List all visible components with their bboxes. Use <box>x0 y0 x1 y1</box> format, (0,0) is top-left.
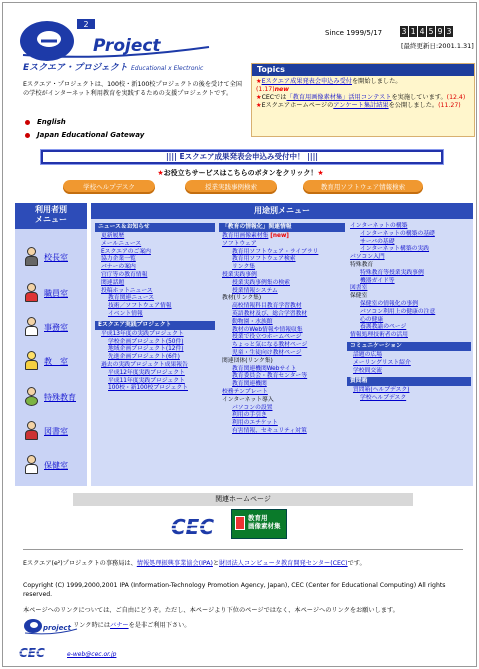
menu-item <box>219 295 345 303</box>
intro-text: Eスクエア・プロジェクトは、100校・新100校プロジェクトの後を受けて全国の学校がインターネット利用教育を実践するための支援プロジェクトです。 <box>23 81 242 97</box>
last-updated: [最終更新日:2001.1.31] <box>401 42 474 50</box>
info-section-title: 「教育の情報化」関連情報 <box>219 223 345 232</box>
user-item-office[interactable]: 事務室 <box>23 317 87 337</box>
menu-item <box>219 280 345 288</box>
menu-link[interactable]: 授業実践事例 <box>222 271 257 278</box>
practice-section-title: Eスクエア実践プロジェクト <box>95 321 215 330</box>
menu-item <box>347 309 471 317</box>
lesson-search-button[interactable]: 授業実践事例検索 <box>185 180 277 194</box>
menu-link[interactable]: イベント情報 <box>108 310 143 317</box>
new-badge: new <box>274 86 289 93</box>
menu-link[interactable]: 有害情報、セキュリティ対策 <box>232 427 307 434</box>
menu-link[interactable]: 技術／ソフトウェア情報 <box>108 303 172 310</box>
japan-educational-gateway-link[interactable]: Japan Educational Gateway <box>37 131 145 139</box>
software-search-button[interactable]: 教育用ソフトウェア情報検索 <box>303 180 423 194</box>
menu-link[interactable]: 教育関連機関 <box>232 381 267 388</box>
menu-link[interactable]: 授業情報システム <box>232 287 278 294</box>
menu-link[interactable]: 児童・生徒向け教材ページ <box>232 349 302 356</box>
menu-item <box>219 381 345 389</box>
menu-link[interactable]: パソコンの設置 <box>232 404 273 411</box>
menu-item <box>219 264 345 272</box>
banner-note: リンク時にはバナーを是非ご利用下さい。 <box>73 622 191 629</box>
menu-link[interactable]: 教育用ソフトウェア・ライブラリ <box>232 248 319 255</box>
qa-section-title: 質問箱 <box>347 377 471 386</box>
menu-link[interactable]: ソフトウェア <box>222 240 257 247</box>
menu-item <box>347 332 471 340</box>
menu-group-label: インターネット導入 <box>222 396 274 403</box>
svg-text:CEC: CEC <box>171 515 215 537</box>
menu-item <box>347 231 471 239</box>
menu-link[interactable]: パソコン入門 <box>350 254 385 261</box>
counter-digit: 9 <box>437 27 443 36</box>
svg-text:project: project <box>43 624 71 632</box>
nurse-icon <box>23 455 41 475</box>
librarian-icon <box>23 421 41 441</box>
menu-link[interactable]: ちょっと気になる教材ページ <box>232 342 308 349</box>
cec-small-logo <box>19 645 47 659</box>
copyright: Copyright (C) 1999,2000,2001 IPA (Information-Technology Promotion Agency, Japan), CEC (Center for Educational Computing) All rights reserved. <box>23 582 446 598</box>
presentation-banner[interactable]: |||| Eスクエア成果発表会申込み受付中！ |||| <box>41 150 443 164</box>
menu-link[interactable]: 高校情報科目教育学習教材 <box>232 303 302 310</box>
menu-item <box>347 270 471 278</box>
star-icon: ★ <box>157 169 164 177</box>
menu-item <box>219 428 345 436</box>
topic-link[interactable]: Eスクエア成果発表会申込み受付 <box>261 78 352 85</box>
topic-link[interactable]: アンケート集計結果 <box>333 102 389 109</box>
menu-group-label: 保健室 <box>350 293 368 300</box>
wheelchair-icon <box>23 387 41 407</box>
menu-link[interactable]: 英語教材及び、総合学習教材 <box>232 310 308 317</box>
purpose-col-misc <box>347 223 471 403</box>
menu-group-label: 関連団体(リンク集) <box>222 357 273 364</box>
since-date: Since 1999/5/17 <box>325 29 383 37</box>
purpose-menu <box>91 203 473 486</box>
counter-digit: 5 <box>428 27 434 36</box>
menu-link[interactable]: メールニュース <box>101 240 142 247</box>
menu-item <box>219 233 345 241</box>
menu-link[interactable]: 心の健康 <box>360 316 384 323</box>
ipa-link[interactable]: 情報処理振興事業協会(IPA) <box>136 560 213 567</box>
office-note: Eスクエア(e²)プロジェクトの事務局は、情報処理振興事業協会(IPA)と財団法人コンピュータ教育開発センター(CEC)です。 <box>23 560 366 567</box>
menu-link[interactable]: 利用の手引き <box>232 412 267 419</box>
menu-link[interactable]: 学校間交流 <box>353 367 382 374</box>
clerk-icon <box>23 317 41 337</box>
english-link[interactable]: English <box>37 118 66 126</box>
image-square-icon <box>235 516 245 530</box>
menu-link[interactable]: 協力企業一覧 <box>101 256 136 263</box>
menu-item <box>219 358 345 366</box>
e-square-project-logo[interactable] <box>19 17 219 77</box>
user-menu-title: 利用者別 メニュー <box>15 203 87 229</box>
star-icon: ★ <box>317 169 324 177</box>
menu-link[interactable]: 先進企画プロジェクト(6件) <box>108 354 180 361</box>
access-counter <box>400 26 453 37</box>
menu-item <box>347 262 471 270</box>
star-icon: ★ <box>256 78 262 85</box>
useful-services-note: ★お役立ちサービスはこちらのボタンをクリック！★ <box>157 169 324 177</box>
menu-link[interactable]: 保健室の情報化の事例 <box>360 300 418 307</box>
logo-subtitle: Eスクエア・プロジェクト <box>23 63 128 73</box>
menu-item <box>347 285 471 293</box>
purpose-col-news <box>95 223 215 393</box>
school-helpdesk-button[interactable]: 学校ヘルプデスク <box>63 180 155 194</box>
menu-link[interactable]: 機器ガイド等 <box>360 277 395 284</box>
image-material-logo[interactable]: 教育用 画像素材集 <box>231 509 287 539</box>
menu-item <box>219 303 345 311</box>
counter-digit: 4 <box>419 27 425 36</box>
menu-link[interactable]: 関連話題 <box>101 279 125 286</box>
link-policy: 本ページへのリンクについては、ご自由にどうぞ。ただし、本ページより下位のページではなく、本ページへのリンクをお願いします。 <box>23 607 399 614</box>
purpose-col-info <box>219 223 345 436</box>
menu-link[interactable]: 特殊教育等授業実践事例 <box>360 269 424 276</box>
new-badge: [new] <box>270 233 289 239</box>
menu-group-label: 特殊教育 <box>350 261 374 268</box>
menu-item <box>347 324 471 332</box>
menu-link[interactable]: 利用のエチケット <box>232 420 278 427</box>
communication-section-title: コミュニケーション <box>347 342 471 351</box>
menu-link[interactable]: 教育関連ニュース <box>108 295 155 302</box>
menu-item <box>219 311 345 319</box>
language-links <box>25 116 144 142</box>
menu-link[interactable]: 過去の実践プロジェクト成果報告 <box>101 361 188 368</box>
cec-link[interactable]: 財団法人コンピュータ教育開発センター(CEC) <box>219 560 348 567</box>
menu-link[interactable]: 話題の広場 <box>353 351 382 358</box>
menu-link[interactable]: 官庁等の教育情報 <box>101 271 148 278</box>
menu-link[interactable]: リンク集 <box>232 264 256 271</box>
logo-text: Project <box>93 36 161 56</box>
menu-link[interactable]: 教育用画像素材集 <box>222 233 269 239</box>
user-item-library[interactable]: 図書室 <box>23 421 87 441</box>
page-frame <box>2 2 477 667</box>
menu-link[interactable]: インターネット構築の実践 <box>360 246 430 253</box>
cec-logo[interactable] <box>171 515 217 537</box>
user-item-nurse-office[interactable]: 保健室 <box>23 455 87 475</box>
menu-link[interactable]: 情報処理技術者の活用 <box>350 332 408 339</box>
menu-item <box>219 319 345 327</box>
info-list <box>219 233 345 436</box>
topic-item: ★CECでは「教育用画像素材集」活用コンテストを実施しています。(12.4) <box>256 94 466 101</box>
teacher-icon <box>23 283 41 303</box>
menu-item <box>219 350 345 358</box>
menu-link[interactable]: 校務テンプレート <box>222 388 268 395</box>
menu-link[interactable]: 教材のWeb情報や情報収集 <box>232 326 303 333</box>
menu-link[interactable]: メーリングリスト紹介 <box>353 359 411 366</box>
news-section-title: ニュース＆お知らせ <box>95 223 215 232</box>
topics-title: Topics <box>252 64 474 76</box>
bullet-icon <box>25 120 30 125</box>
menu-item <box>347 301 471 309</box>
menu-link[interactable]: パソコン利用上の健康の注意 <box>360 308 436 315</box>
logo-tagline: Educational x Electronic <box>131 65 204 72</box>
counter-digit: 3 <box>401 27 407 36</box>
menu-item <box>219 373 345 381</box>
menu-item <box>347 254 471 262</box>
menu-link[interactable]: 学校ヘルプデスク <box>360 395 407 402</box>
e-square-small-logo[interactable] <box>23 617 79 637</box>
menu-link[interactable]: Eスクエアのご案内 <box>101 248 151 255</box>
menu-link[interactable]: インターネットの構築 <box>350 223 408 229</box>
purpose-menu-title: 用途別メニュー <box>91 203 473 219</box>
menu-link[interactable]: インターネットの構築の基礎 <box>360 230 435 237</box>
menu-item <box>219 420 345 428</box>
svg-text:2: 2 <box>83 20 89 29</box>
menu-link[interactable]: 教育用ソフトウェア検索 <box>232 256 296 263</box>
user-item-classroom[interactable]: 教 室 <box>23 351 87 371</box>
related-sites-header: 関連ホームページ <box>73 493 413 506</box>
menu-link[interactable]: 養護教諭のページ <box>360 324 407 331</box>
menu-link[interactable]: 質問箱(ヘルプデスク) <box>353 387 410 394</box>
counter-digit: 1 <box>410 27 416 36</box>
menu-link[interactable]: 平成11年度実践プロジェクト <box>108 377 185 384</box>
menu-link[interactable]: 平成13年度の実践プロジェクト <box>101 330 184 337</box>
menu-item <box>219 342 345 350</box>
menu-item <box>219 389 345 397</box>
menu-link[interactable]: バナーの案内 <box>101 264 136 271</box>
menu-item <box>219 241 345 249</box>
email-link[interactable]: e-web@cec.or.jp <box>67 651 117 658</box>
student-icon <box>23 351 41 371</box>
svg-text:CEC: CEC <box>19 646 45 659</box>
menu-link[interactable]: 地域企画プロジェクト(12件) <box>108 346 184 353</box>
bullet-icon <box>25 133 30 138</box>
menu-link[interactable]: 更新履歴 <box>101 233 125 239</box>
menu-link[interactable]: サーバの基礎 <box>360 238 395 245</box>
user-menu <box>15 203 87 486</box>
banner-link[interactable]: バナー <box>110 622 129 629</box>
topics-box <box>251 63 475 137</box>
topic-item: ★Eスクエア成果発表会申込み受付を開始しました。 (1.17)new <box>256 78 402 93</box>
menu-link[interactable]: 学校企画プロジェクト(50件) <box>108 338 184 345</box>
menu-item <box>219 397 345 405</box>
menu-item <box>347 293 471 301</box>
user-item-special-education[interactable]: 特殊教育 <box>23 387 87 407</box>
star-icon: ★ <box>256 94 262 101</box>
divider <box>23 549 463 550</box>
menu-link[interactable]: 投稿ホットニュース <box>101 287 153 294</box>
user-item-principal[interactable]: 校長室 <box>23 247 87 267</box>
menu-link[interactable]: 教育委員会・教育センター等 <box>232 373 308 380</box>
menu-link[interactable]: 平成12年度実践プロジェクト <box>108 369 185 376</box>
menu-item <box>219 272 345 280</box>
topic-link[interactable]: 「教育用画像素材集」活用コンテスト <box>286 94 392 101</box>
topic-item: ★Eスクエアホームページのアンケート集計結果を公開しました。(11.27) <box>256 102 461 109</box>
counter-digit: 3 <box>446 27 452 36</box>
menu-link[interactable]: 100校・新100校プロジェクト <box>108 385 188 392</box>
principal-icon <box>23 247 41 267</box>
menu-link[interactable]: 動物園・水族館 <box>232 318 273 325</box>
user-item-staff-room[interactable]: 職員室 <box>23 283 87 303</box>
menu-item <box>219 412 345 420</box>
menu-item <box>219 334 345 342</box>
menu-group-label: 教材(リンク集) <box>222 295 262 302</box>
menu-link[interactable]: 授業で役立つホームページ <box>232 334 302 341</box>
star-icon: ★ <box>256 102 262 109</box>
misc-list <box>347 223 471 340</box>
menu-link[interactable]: 教育関連機関Webサイト <box>232 365 297 372</box>
menu-item <box>347 223 471 231</box>
menu-link[interactable]: 授業実践事例集の検索 <box>232 279 290 286</box>
menu-link[interactable]: 図書室 <box>350 285 368 292</box>
